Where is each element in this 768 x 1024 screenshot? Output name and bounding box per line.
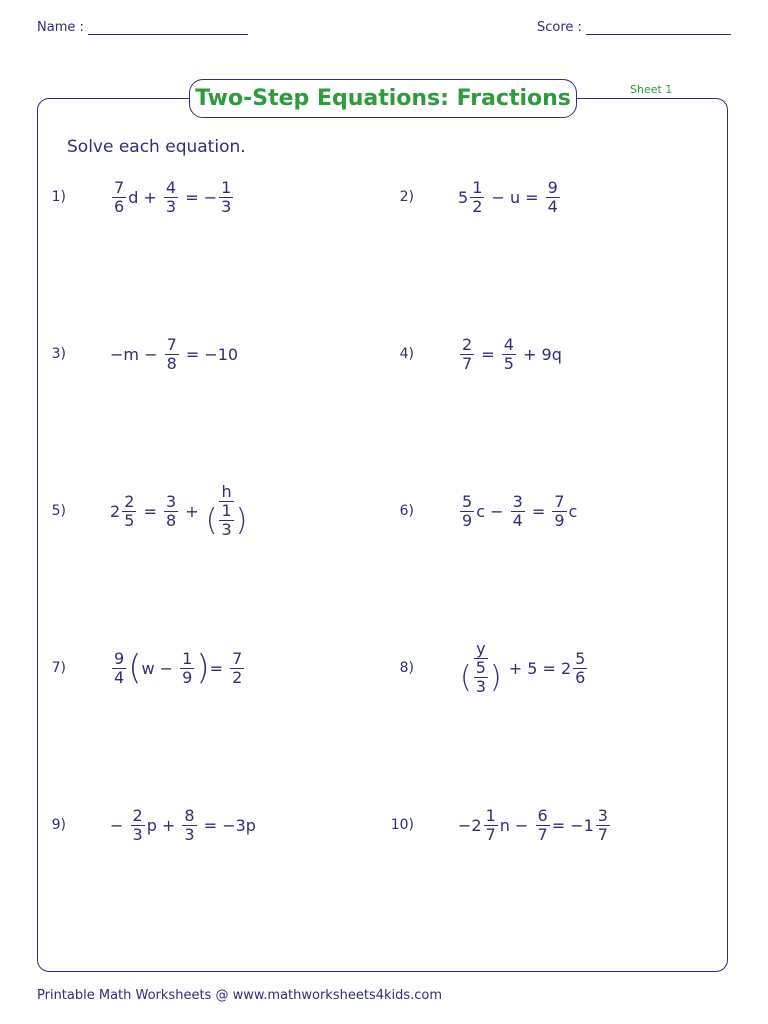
equation — [110, 807, 256, 844]
numerator: 1 — [221, 177, 232, 197]
fraction — [165, 336, 179, 373]
numerator: 1 — [485, 805, 496, 825]
fraction — [131, 807, 145, 844]
denominator: 9 — [554, 510, 565, 530]
denominator: 4 — [512, 510, 523, 530]
equation-text: = −3p — [198, 815, 256, 835]
equation-text: 2 — [110, 501, 121, 521]
fraction — [511, 493, 525, 530]
parenthesized-denominator — [206, 502, 248, 539]
problem-5 — [30, 481, 370, 541]
worksheet-title: Two-Step Equations: Fractions — [189, 79, 577, 118]
problem-number: 4) — [399, 346, 414, 362]
numerator: 6 — [537, 805, 548, 825]
denominator: 6 — [575, 667, 586, 687]
fraction — [112, 650, 126, 687]
sheet-label: Sheet 1 — [630, 83, 673, 96]
numerator: 5 — [475, 658, 486, 677]
equation-text: 5 — [458, 187, 469, 207]
equation-text: + 5 = 2 — [503, 658, 572, 678]
problem-4 — [378, 324, 718, 384]
denominator: 8 — [165, 510, 177, 530]
denominator: 9 — [462, 510, 473, 530]
problem-1 — [30, 167, 370, 227]
numerator: 4 — [165, 177, 177, 197]
numerator: 2 — [462, 334, 473, 354]
fraction — [546, 179, 560, 216]
denominator: 5 — [124, 510, 135, 530]
problem-number: 3) — [51, 346, 66, 362]
problem-10 — [378, 795, 718, 855]
score-line[interactable] — [586, 20, 731, 35]
numerator: 5 — [575, 648, 586, 668]
equation-text: + 9q — [517, 344, 562, 364]
fraction — [180, 650, 194, 687]
fraction — [219, 502, 233, 539]
equation — [458, 179, 562, 216]
fraction — [182, 807, 196, 844]
fraction — [219, 179, 233, 216]
fraction — [460, 493, 474, 530]
numerator: 4 — [503, 334, 514, 354]
name-line[interactable] — [88, 20, 248, 35]
equation-text: d + — [128, 187, 162, 207]
numerator: 1 — [182, 648, 193, 668]
equation — [458, 807, 612, 844]
equation-text: c — [568, 501, 578, 521]
problem-number: 7) — [51, 660, 66, 676]
equation-text: − u = — [486, 187, 544, 207]
equation-text: p + — [146, 815, 181, 835]
problem-9 — [30, 795, 370, 855]
fraction — [596, 807, 610, 844]
fraction — [230, 650, 244, 687]
equation — [110, 336, 238, 373]
equation-text: = — [526, 501, 551, 521]
denominator: 2 — [472, 196, 483, 216]
footer — [37, 988, 442, 1003]
fraction — [164, 179, 178, 216]
parenthesized-denominator — [460, 659, 502, 696]
numerator: 7 — [166, 334, 177, 354]
equation — [458, 640, 589, 696]
fraction — [474, 659, 488, 696]
parenthesis: ) — [489, 659, 502, 695]
denominator: 9 — [182, 667, 193, 687]
denominator: 3 — [475, 677, 486, 696]
equation-text: −m − — [110, 344, 163, 364]
problem-number: 9) — [51, 817, 66, 833]
problem-6 — [378, 481, 718, 541]
numerator: 9 — [547, 177, 558, 197]
numerator: 3 — [512, 491, 523, 511]
fraction — [484, 807, 498, 844]
numerator: 7 — [554, 491, 565, 511]
denominator: 2 — [232, 667, 243, 687]
fraction — [460, 336, 474, 373]
fraction — [573, 650, 587, 687]
denominator: 6 — [114, 196, 125, 216]
problem-2 — [378, 167, 718, 227]
denominator: 8 — [166, 353, 177, 373]
problem-7 — [30, 638, 370, 698]
fraction — [112, 179, 126, 216]
fraction — [122, 493, 136, 530]
equation — [110, 483, 249, 539]
equation-text: = — [476, 344, 500, 364]
equation-text: = − — [180, 187, 218, 207]
equation-text: − — [110, 815, 129, 835]
fraction — [552, 493, 566, 530]
denominator: 4 — [547, 196, 558, 216]
numerator: h — [221, 482, 232, 501]
numerator: 2 — [132, 805, 143, 825]
equation — [458, 493, 577, 530]
parenthesis: ( — [128, 648, 142, 688]
denominator: 7 — [597, 824, 608, 844]
denominator: 4 — [114, 667, 125, 687]
numerator: 1 — [221, 501, 232, 520]
equation-text: c − — [476, 501, 509, 521]
numerator: 7 — [114, 177, 125, 197]
parenthesis: ) — [235, 502, 248, 538]
denominator: 5 — [503, 353, 514, 373]
numerator: 9 — [114, 648, 125, 668]
equation — [110, 650, 246, 687]
instructions: Solve each equation. — [67, 137, 246, 157]
equation-text: + — [180, 501, 204, 521]
equation-text: = — [209, 658, 229, 678]
fraction — [502, 336, 516, 373]
numerator: 8 — [184, 805, 195, 825]
denominator: 3 — [184, 824, 195, 844]
equation-text: −2 — [458, 815, 482, 835]
parenthesis: ( — [460, 659, 472, 695]
numerator: 1 — [472, 177, 483, 197]
problem-number: 6) — [399, 503, 414, 519]
problem-8 — [378, 638, 718, 698]
score-field — [537, 20, 731, 35]
denominator: 7 — [537, 824, 548, 844]
fraction — [164, 493, 178, 530]
equation-text: = −10 — [180, 344, 239, 364]
fraction — [536, 807, 550, 844]
name-field — [37, 20, 248, 35]
equation — [458, 336, 562, 373]
fraction — [470, 179, 484, 216]
problem-3 — [30, 324, 370, 384]
problem-number: 8) — [399, 660, 414, 676]
equation-text: = — [138, 501, 162, 521]
name-label: Name : — [37, 20, 84, 35]
numerator: 5 — [462, 491, 473, 511]
complex-fraction — [206, 483, 248, 539]
denominator: 7 — [485, 824, 496, 844]
parenthesis: ) — [196, 648, 210, 688]
problem-number: 5) — [51, 503, 66, 519]
footer-text: Printable Math Worksheets @ — [37, 988, 233, 1003]
numerator: 3 — [165, 491, 177, 511]
denominator: 3 — [221, 520, 232, 539]
equation — [110, 179, 235, 216]
equation-text: = −1 — [551, 815, 594, 835]
numerator: 2 — [124, 491, 135, 511]
complex-fraction — [460, 640, 502, 696]
footer-link[interactable]: www.mathworksheets4kids.com — [232, 988, 443, 1003]
numerator: 3 — [597, 805, 608, 825]
equation-text: n − — [499, 815, 534, 835]
problem-number: 2) — [399, 189, 414, 205]
score-label: Score : — [537, 20, 582, 35]
problem-number: 1) — [51, 189, 66, 205]
denominator: 7 — [462, 353, 473, 373]
numerator: 7 — [232, 648, 243, 668]
denominator: 3 — [165, 196, 177, 216]
problem-number: 10) — [390, 817, 414, 833]
numerator: y — [476, 639, 486, 658]
parenthesis: ( — [205, 502, 218, 538]
denominator: 3 — [221, 196, 232, 216]
equation-text: w − — [141, 658, 179, 678]
denominator: 3 — [132, 824, 143, 844]
